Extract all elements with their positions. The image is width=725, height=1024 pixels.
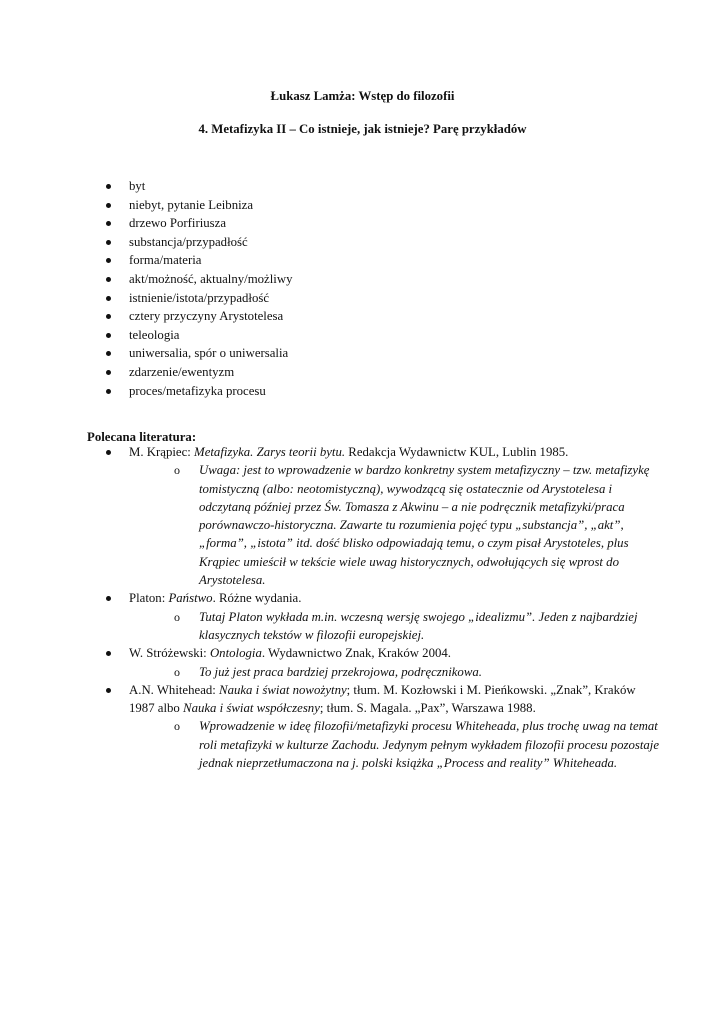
topic-label: uniwersalia, spór o uniwersalia <box>129 346 289 361</box>
bullet-icon <box>106 351 111 356</box>
literature-list <box>104 443 660 772</box>
bullet-icon <box>106 333 111 338</box>
topic-label: forma/materia <box>129 253 202 268</box>
topic-label: zdarzenie/ewentyzm <box>129 364 235 379</box>
topic-item <box>104 289 292 308</box>
reference-citation <box>129 443 644 461</box>
bullet-icon <box>106 389 111 394</box>
topic-item <box>104 363 292 382</box>
bullet-icon <box>106 221 111 226</box>
literature-item-platon <box>104 589 644 644</box>
circle-bullet-icon: o <box>174 609 180 624</box>
reference-publication: ; tłum. M. Kozłowski i M. Pieńkowski. „Znak”, Kraków 1987 albo <box>129 682 636 716</box>
reference-note-text: Tutaj Platon wykłada m.in. wczesną wersję swojego „idealizmu”. Jeden z najbardziej klasycznych tekstów w filozofii europejskiej. <box>199 609 638 642</box>
bullet-icon <box>106 258 111 263</box>
topic-item <box>104 177 292 196</box>
circle-bullet-icon: o <box>174 463 180 478</box>
literature-item-whitehead <box>104 681 660 772</box>
topic-item <box>104 233 292 252</box>
reference-author: Platon: <box>129 591 169 606</box>
reference-note-text: To już jest praca bardziej przekrojowa, podręcznikowa. <box>199 664 482 679</box>
reference-author: A.N. Whitehead: <box>129 682 220 697</box>
reference-note <box>129 663 665 681</box>
bullet-icon <box>106 277 111 282</box>
bullet-icon <box>106 296 111 301</box>
topic-label: akt/możność, aktualny/możliwy <box>129 271 293 286</box>
reference-publication: . Wydawnictwo Znak, Kraków 2004. <box>261 646 451 661</box>
literature-item-strozewski <box>104 644 644 681</box>
reference-note-text: Uwaga: jest to wprowadzenie w bardzo konkretny system metafizyczny – tzw. metafizykę tomistyczną (albo: neotomistyczną), wywodzącą się ostatecznie od Arystotelesa i odczytaną później przez Św. Tomasza z Akwinu – a nie podręcznik metafizyki/praca porównawczo-historyczna. Zawarte tu rozumienia pojęć typu „substancja”, „akt”, „forma”, „istota” itd. dość blisko odpowiadają temu, o czym pisał Arystoteles, plus Krąpiec umieścił w tekście wiele uwag historycznych, odwołujących się wprost do Arystotelesa. <box>199 463 650 588</box>
topic-label: substancja/przypadłość <box>129 234 248 249</box>
topics-list <box>104 177 292 400</box>
topic-item <box>104 382 292 401</box>
bullet-icon <box>106 370 111 375</box>
topic-label: drzewo Porfiriusza <box>129 216 227 231</box>
reference-note-text: Wprowadzenie w ideę filozofii/metafizyki procesu Whiteheada, plus trochę uwag na temat roli metafizyki w kulturze Zachodu. Jedynym pełnym wykładem filozofii procesu pozostaje jednak nieprzetłumaczona na j. polski książka „Process and reality” Whiteheada. <box>199 719 660 771</box>
topic-label: cztery przyczyny Arystotelesa <box>129 309 284 324</box>
reference-citation <box>129 681 644 718</box>
topic-label: istnienie/istota/przypadłość <box>129 290 270 305</box>
bullet-icon <box>106 314 111 319</box>
topic-item <box>104 214 292 233</box>
topic-item <box>104 196 292 215</box>
reference-title: Metafizyka. Zarys teorii bytu. <box>194 445 346 459</box>
topic-label: proces/metafizyka procesu <box>129 383 266 398</box>
bullet-icon <box>106 240 111 245</box>
reference-publication: Redakcja Wydawnictw KUL, Lublin 1985. <box>345 445 569 459</box>
circle-bullet-icon: o <box>174 664 180 679</box>
bullet-icon <box>106 184 111 189</box>
bullet-icon <box>106 203 111 208</box>
reference-note <box>129 717 665 772</box>
reference-publication-alt: ; tłum. S. Magala. „Pax”, Warszawa 1988. <box>319 701 536 716</box>
literature-heading: Polecana literatura: <box>87 430 197 444</box>
reference-author: W. Stróżewski: <box>129 646 210 661</box>
bullet-icon <box>106 450 111 455</box>
topic-label: teleologia <box>129 327 180 342</box>
reference-publication: . Różne wydania. <box>212 591 302 606</box>
topic-item <box>104 326 292 345</box>
bullet-icon <box>106 596 111 601</box>
reference-title: Nauka i świat nowożytny <box>219 682 347 697</box>
topic-label: niebyt, pytanie Leibniza <box>129 197 254 212</box>
reference-citation <box>129 589 644 607</box>
reference-title-alt: Nauka i świat współczesny <box>183 701 320 716</box>
topic-item <box>104 251 292 270</box>
topic-item <box>104 344 292 363</box>
bullet-icon <box>106 651 111 656</box>
reference-note <box>129 461 665 589</box>
lecture-subtitle: 4. Metafizyka II – Co istnieje, jak istnieje? Parę przykładów <box>198 122 527 136</box>
reference-author: M. Krąpiec: <box>129 445 195 459</box>
reference-title: Państwo <box>168 591 213 606</box>
circle-bullet-icon: o <box>174 719 180 734</box>
topic-item <box>104 270 292 289</box>
bullet-icon <box>106 688 111 693</box>
reference-citation <box>129 644 644 662</box>
topic-label: byt <box>129 179 146 193</box>
literature-item-krapiec <box>104 443 650 589</box>
reference-title: Ontologia <box>209 646 262 661</box>
topic-item <box>104 307 292 326</box>
reference-note <box>129 608 665 645</box>
document-title: Łukasz Lamża: Wstęp do filozofii <box>270 89 455 103</box>
